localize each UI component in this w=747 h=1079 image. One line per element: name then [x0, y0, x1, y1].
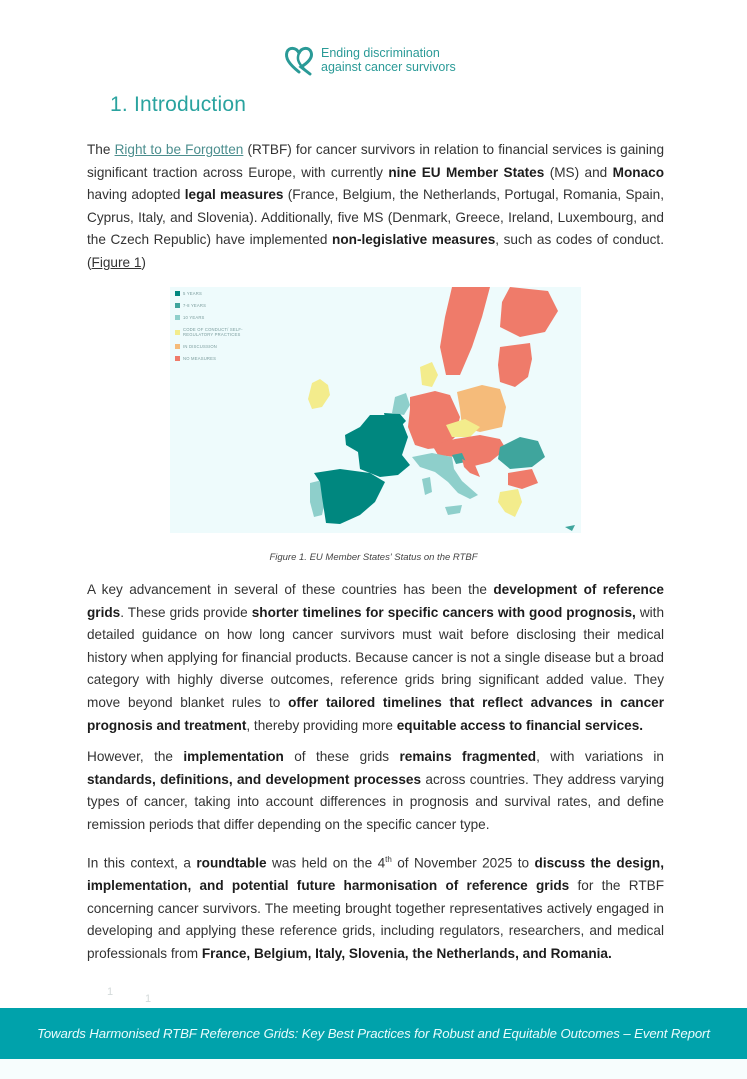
legend-label: NO MEASURES [183, 356, 217, 361]
text: , with variations in [536, 749, 664, 764]
header-logo [283, 44, 456, 76]
logo-line-1: Ending discrimination [321, 46, 440, 60]
text: of these grids [283, 749, 400, 764]
text: having adopted [87, 187, 185, 203]
bold-text: France, Belgium, Italy, Slovenia, the Netherlands, and Romania. [201, 945, 612, 961]
map-legend [175, 291, 243, 368]
page-number: 1 [107, 986, 114, 998]
swatch [175, 291, 180, 296]
text: However, the [87, 749, 184, 764]
text: of November 2025 to [391, 855, 535, 871]
figure-1-link[interactable]: Figure 1 [91, 254, 142, 270]
legend-label: IN DISCUSSION [183, 344, 218, 349]
text: , thereby providing more [246, 717, 397, 733]
bold-text: legal measures [184, 187, 284, 203]
text: ) [141, 254, 146, 270]
text: with detailed guidance on how long cancer survivors must wait before disclosing their medical history when applying for financial products. Because cancer is not a single disease but a broad category with highly diverse outcomes, reference grids bring significant added value. They move beyond blanket rules to [87, 604, 665, 710]
logo-text [321, 46, 456, 74]
bold-text: non-legislative measures [332, 232, 496, 248]
bold-text: roundtable [196, 855, 267, 871]
swatch [175, 330, 180, 335]
eu-rtbf-map [170, 287, 581, 533]
logo-line-2: against cancer survivors [321, 60, 456, 74]
legend-item-code-of-conduct [175, 327, 243, 337]
legend-item-5-years [175, 291, 243, 296]
roundtable-paragraph [87, 849, 664, 966]
text: was held on the 4 [266, 855, 386, 871]
swatch [175, 315, 180, 320]
legend-label: 7-8 YEARS [183, 303, 207, 308]
bold-text: discuss the design, implementation, and potential future harmonisation of reference grids [87, 855, 664, 894]
legend-label: CODE OF CONDUCT/ SELF-REGULATORY PRACTICES [183, 327, 243, 337]
text: (MS) and [544, 164, 613, 180]
legend-item-7-8-years [175, 303, 243, 308]
text: In this context, a [87, 855, 197, 871]
legend-label: 5 YEARS [183, 291, 203, 296]
text: (RTBF) for cancer survivors in relation to financial services is gaining significant traction across Europe, with currently [87, 142, 665, 180]
legend-item-10-years [175, 315, 243, 320]
bold-text: implementation [183, 749, 284, 764]
bold-text: remains fragmented [399, 749, 537, 764]
bottom-margin [0, 1059, 747, 1079]
bold-text: nine EU Member States [388, 164, 545, 180]
legend-item-in-discussion [175, 344, 243, 349]
figure-caption: Figure 1. EU Member States' Status on the RTBF [269, 552, 478, 563]
rtbf-link[interactable]: Right to be Forgotten [114, 142, 244, 157]
superscript: th [385, 855, 392, 864]
text: for the RTBF concerning cancer survivors. The meeting brought together representatives actively engaged in developing and applying these reference grids, including regulators, researchers, and medical professionals from [87, 878, 664, 961]
legend-label: 10 YEARS [183, 315, 205, 320]
swatch [175, 356, 180, 361]
fragmentation-paragraph [87, 746, 664, 836]
page-number: 1 [145, 993, 152, 1005]
swatch [175, 344, 180, 349]
heart-ribbon-icon [283, 44, 317, 76]
text: A key advancement in several of these countries has been the [87, 582, 494, 597]
bold-text: Monaco [612, 164, 664, 180]
reference-grids-paragraph [87, 579, 664, 737]
bold-text: equitable access to financial services. [396, 717, 644, 733]
text: The [87, 142, 115, 157]
text: across countries. They address varying types of cancer, taking into account differences in prognosis and survival rates, and define remission periods that differ depending on the specific cancer type. [87, 771, 665, 832]
section-title: 1. Introduction [110, 93, 247, 116]
bold-text: development of reference grids [87, 582, 664, 620]
text: , such as codes of conduct. ( [87, 232, 664, 270]
bold-text: shorter timelines for specific cancers with good prognosis, [251, 604, 636, 620]
legend-item-no-measures [175, 356, 243, 361]
swatch [175, 303, 180, 308]
bold-text: standards, definitions, and development processes [87, 771, 422, 787]
bold-text: offer tailored timelines that reflect advances in cancer prognosis and treatment [87, 694, 664, 733]
footer-text: Towards Harmonised RTBF Reference Grids: Key Best Practices for Robust and Equitable Outcomes – Event Report [37, 1026, 710, 1041]
footer-banner [0, 1008, 747, 1059]
text: (France, Belgium, the Netherlands, Portugal, Romania, Spain, Cyprus, Italy, and Slovenia). Additionally, five MS (Denmark, Greece, Ireland, Luxembourg, and the Czech Republic) have implemented [87, 187, 664, 248]
text: . These grids provide [120, 604, 252, 620]
intro-paragraph [87, 139, 664, 275]
